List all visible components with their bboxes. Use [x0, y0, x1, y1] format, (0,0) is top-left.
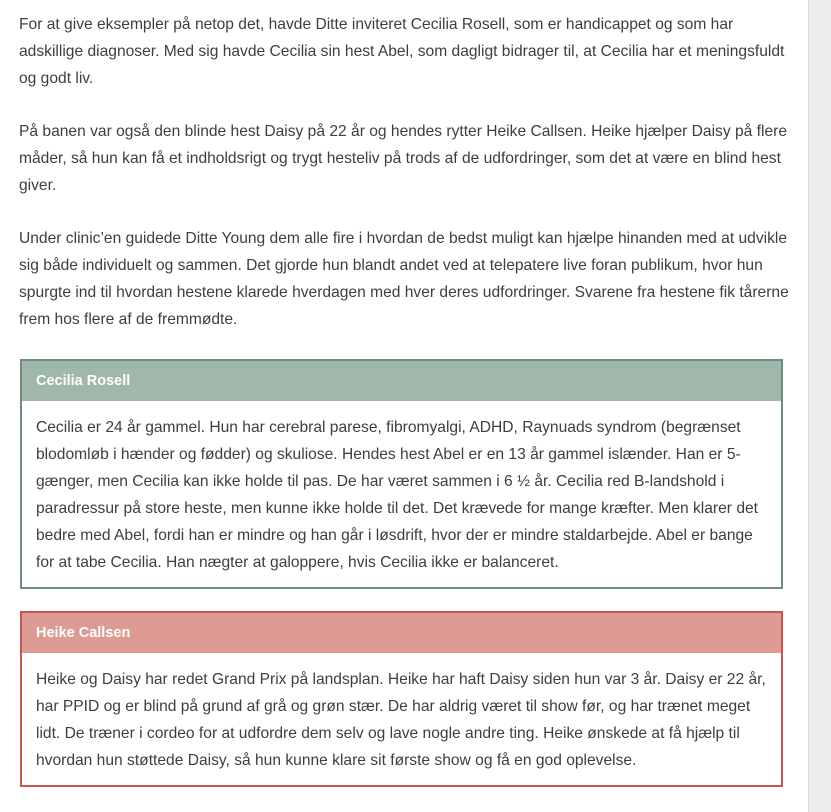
article-paragraph: For at give eksempler på netop det, havde Ditte inviteret Cecilia Rosell, som er handicappet og som har adskillige diagnoser. Med sig havde Cecilia sin hest Abel, som dagligt bidrager til, at Cecilia har et meningsfuldt og godt liv.: [19, 16, 785, 87]
info-box-text: Cecilia er 24 år gammel. Hun har cerebral parese, fibromyalgi, ADHD, Raynuads syndrom (begrænset blodomløb i hænder og fødder) og skuliose. Hendes hest Abel er en 13 år gammel islænder. Han er 5-gænger, men Cecilia kan ikke holde til pas. De har været sammen i 6 ½ år. Cecilia red B-landshold i paradressur på store heste, men kunne ikke holde til det. Det krævede for mange kræfter. Men klarer det bedre med Abel, fordi han er mindre og han går i løsdrift, hvor der er mindre staldarbejde. Abel er bange for at tabe Cecilia. Han nægter at galoppere, hvis Cecilia ikke er balanceret.: [36, 419, 759, 571]
page-scrollbar-gutter[interactable]: [808, 0, 831, 812]
info-box-cecilia: [20, 359, 783, 589]
info-box-title: Heike Callsen: [22, 613, 781, 653]
article-body: [19, 11, 789, 809]
info-box-heike: [20, 611, 783, 787]
info-box-text: Heike og Daisy har redet Grand Prix på landsplan. Heike har haft Daisy siden hun var 3 år. Daisy er 22 år, har PPID og er blind på grund af grå og grøn stær. De har aldrig været til show før, og har trænet meget lidt. De træner i cordeo for at udfordre dem selv og lave nogle andre ting. Heike ønskede at få hjælp til hvordan hun støttede Daisy, så hun kunne klare sit første show og få en god oplevelse.: [36, 671, 766, 769]
article-paragraph: På banen var også den blinde hest Daisy på 22 år og hendes rytter Heike Callsen. Heike hjælper Daisy på flere måder, så hun kan få et indholdsrigt og trygt hesteliv på trods af de udfordringer, som det at være en blind hest giver.: [19, 123, 787, 194]
info-box-title: Cecilia Rosell: [22, 361, 781, 401]
article-paragraph: Under clinic’en guidede Ditte Young dem alle fire i hvordan de bedst muligt kan hjælpe hinanden med at udvikle sig både individuelt og sammen. Det gjorde hun blandt andet ved at telepatere live foran publikum, hvor hun spurgte ind til hvordan hestene klarede hverdagen med hver deres udfordringer. Svarene fra hestene fik tårerne frem hos flere af de fremmødte.: [19, 230, 789, 328]
